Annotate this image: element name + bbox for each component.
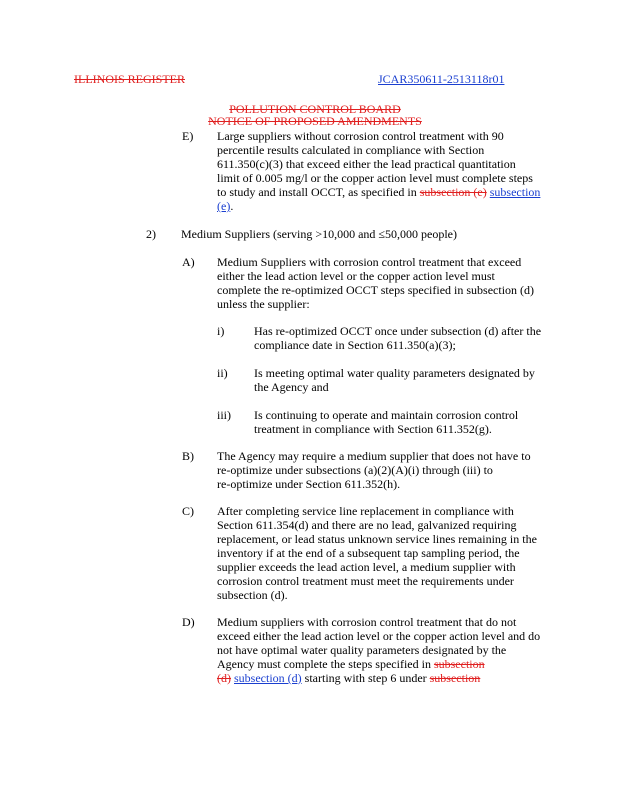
item-i-line: compliance date in Section 611.350(a)(3); <box>254 338 456 352</box>
item-c-line: subsection (d). <box>217 588 288 602</box>
inserted-text: subsection <box>489 185 541 199</box>
item-c-line: Section 611.354(d) and there are no lead, galvanized requiring <box>217 518 517 532</box>
item-e-text <box>217 129 540 213</box>
item-a-line: Medium Suppliers with corrosion control treatment that exceed <box>217 255 522 269</box>
item-d-line: starting with step 6 under <box>304 671 427 685</box>
section-2-heading: Medium Suppliers (serving >10,000 and ≤50,000 people) <box>181 227 457 241</box>
item-c-line: replacement, or lead status unknown service lines remaining in the <box>217 532 537 546</box>
item-d-line: Agency must complete the steps specified in <box>217 657 431 671</box>
item-e-line: limit of 0.005 mg/l or the copper action level must complete steps <box>217 171 533 185</box>
item-b-text <box>217 449 531 491</box>
item-b-line: The Agency may require a medium supplier that does not have to <box>217 449 531 463</box>
item-iii-text <box>254 408 518 436</box>
item-e-line-5 <box>217 185 540 199</box>
inserted-text: subsection (d) <box>234 671 302 685</box>
item-i-line: Has re-optimized OCCT once under subsection (d) after the <box>254 324 542 338</box>
item-e-line: Large suppliers without corrosion control treatment with 90 <box>217 129 504 143</box>
period: . <box>230 199 234 213</box>
item-d-text <box>217 615 540 685</box>
item-c-line: inventory if at the end of a subsequent tap sampling period, the <box>217 546 520 560</box>
item-a-line: unless the supplier: <box>217 297 310 311</box>
item-label-a: A) <box>182 255 195 269</box>
deleted-text: (d) <box>217 671 231 685</box>
item-a-text <box>217 255 534 311</box>
item-e-line-6 <box>217 199 540 213</box>
board-title: POLLUTION CONTROL BOARD <box>229 102 401 116</box>
item-c-line: supplier exceeds the lead action level, a medium supplier with <box>217 560 516 574</box>
item-d-line: Medium suppliers with corrosion control treatment that do not <box>217 615 517 629</box>
jcar-code: JCAR350611-2513118r01 <box>378 72 505 86</box>
item-ii-line: Is meeting optimal water quality parameters designated by <box>254 366 535 380</box>
item-a-line: either the lead action level or the copper action level must <box>217 269 495 283</box>
item-c-text <box>217 504 537 602</box>
item-a-line: complete the re-optimized OCCT steps specified in subsection (d) <box>217 283 535 297</box>
item-iii-line: treatment in compliance with Section 611.352(g). <box>254 422 492 436</box>
item-e-line: percentile results calculated in compliance with Section <box>217 143 485 157</box>
register-header: ILLINOIS REGISTER <box>74 72 185 86</box>
item-b-line: re-optimize under Section 611.352(h). <box>217 477 401 491</box>
item-label-iii: iii) <box>217 408 231 422</box>
item-b-line: re-optimize under subsections (a)(2)(A)(i) through (iii) to <box>217 463 493 477</box>
deleted-text: subsection <box>433 657 485 671</box>
item-e-line: to study and install OCCT, as specified in <box>217 185 417 199</box>
item-label-c: C) <box>182 504 194 518</box>
item-d-line-4 <box>217 657 540 671</box>
item-label-i: i) <box>217 324 225 338</box>
notice-title: NOTICE OF PROPOSED AMENDMENTS <box>208 114 422 128</box>
item-c-line: After completing service line replacement in compliance with <box>217 504 514 518</box>
deleted-text: subsection <box>429 671 481 685</box>
item-label-d: D) <box>182 615 195 629</box>
item-ii-line: the Agency and <box>254 380 329 394</box>
item-c-line: corrosion control treatment must meet the requirements under <box>217 574 514 588</box>
item-d-line-5 <box>217 671 540 685</box>
item-d-line: exceed either the lead action level or the copper action level and do <box>217 629 541 643</box>
item-e-line: 611.350(c)(3) that exceed either the lead practical quantitation <box>217 157 516 171</box>
inserted-text: (e) <box>217 199 231 213</box>
item-d-line: not have optimal water quality parameters designated by the <box>217 643 507 657</box>
item-iii-line: Is continuing to operate and maintain corrosion control <box>254 408 519 422</box>
item-label-e: E) <box>182 129 194 143</box>
item-i-text <box>254 324 541 352</box>
item-ii-text <box>254 366 535 394</box>
deleted-text: subsection (e) <box>419 185 487 199</box>
item-label-b: B) <box>182 449 194 463</box>
item-label-ii: ii) <box>217 366 228 380</box>
section-label-2: 2) <box>146 227 156 241</box>
